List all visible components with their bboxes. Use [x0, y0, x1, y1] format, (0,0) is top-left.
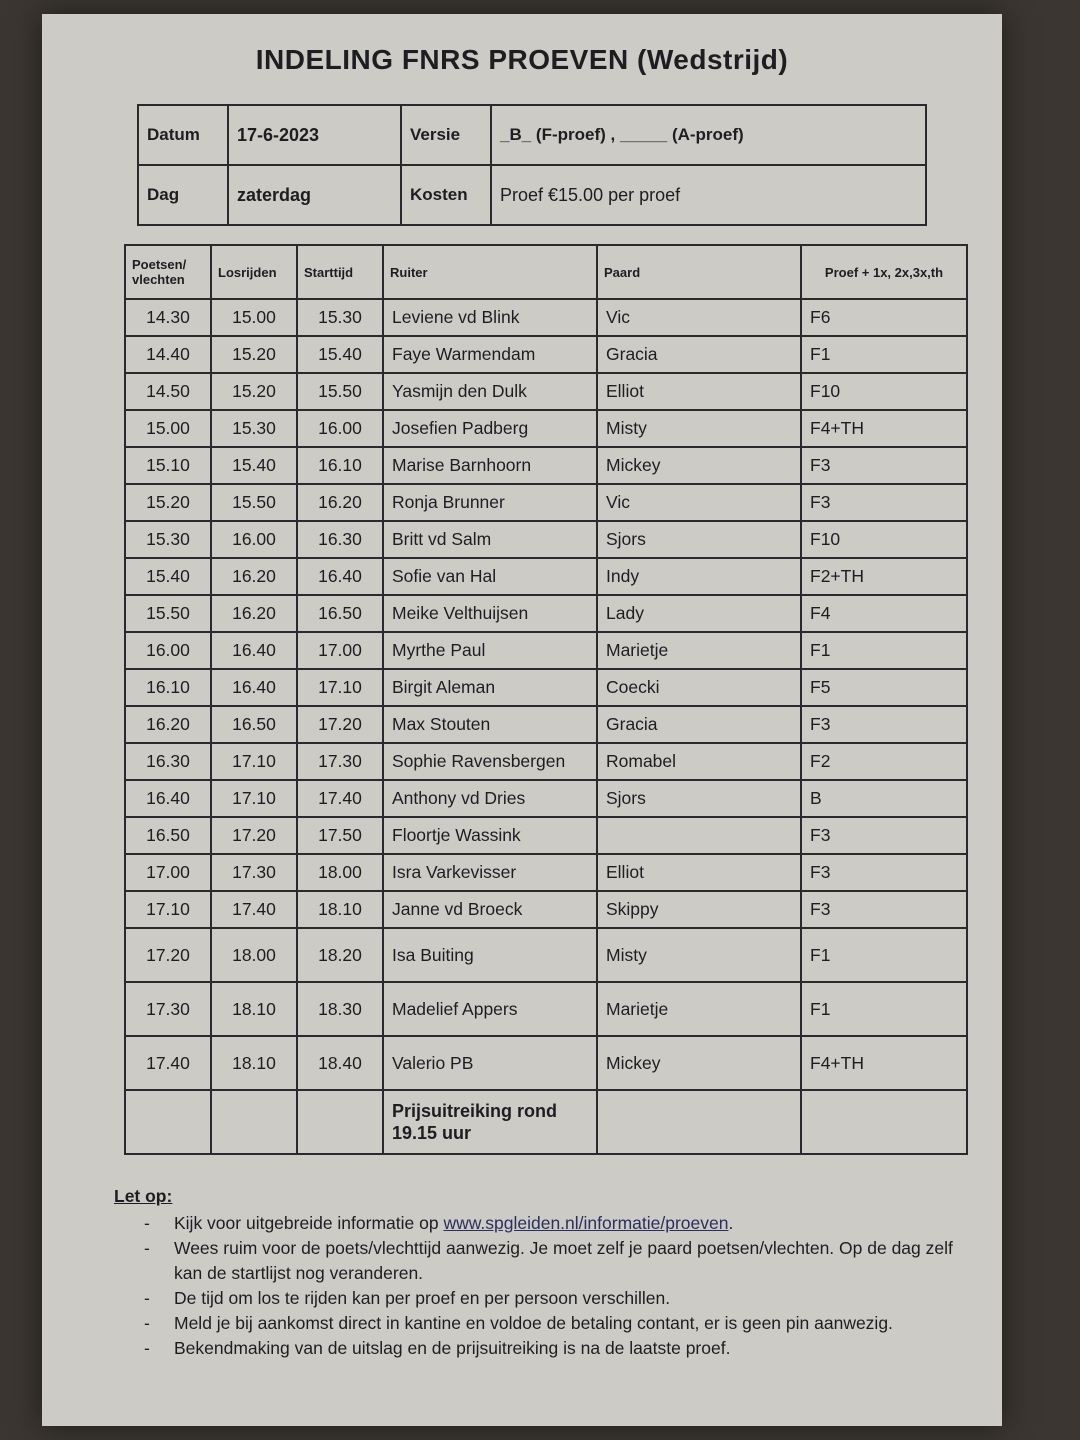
ruiter-cell: Isa Buiting: [383, 928, 597, 982]
poetsen-cell: 15.40: [125, 558, 211, 595]
col-header-starttijd: Starttijd: [297, 245, 383, 299]
losrijden-cell: 16.40: [211, 669, 297, 706]
table-row: [125, 336, 967, 373]
paard-cell: Marietje: [597, 982, 801, 1036]
starttijd-cell: 17.30: [297, 743, 383, 780]
losrijden-cell: 16.40: [211, 632, 297, 669]
versie-label: Versie: [401, 105, 491, 165]
losrijden-cell: 17.30: [211, 854, 297, 891]
starttijd-cell: 16.10: [297, 447, 383, 484]
losrijden-cell: 15.00: [211, 299, 297, 336]
poetsen-cell: 16.00: [125, 632, 211, 669]
poetsen-cell: 14.30: [125, 299, 211, 336]
ruiter-cell: Meike Velthuijsen: [383, 595, 597, 632]
proef-cell: F3: [801, 854, 967, 891]
losrijden-cell: 18.00: [211, 928, 297, 982]
paper-sheet: [42, 14, 1002, 1426]
table-row: [125, 558, 967, 595]
proef-cell: F4+TH: [801, 410, 967, 447]
losrijden-cell: 15.30: [211, 410, 297, 447]
starttijd-cell: 18.30: [297, 982, 383, 1036]
paard-cell: Marietje: [597, 632, 801, 669]
proef-cell: F3: [801, 817, 967, 854]
table-row: [125, 817, 967, 854]
empty-cell: [801, 1090, 967, 1154]
info-table: [137, 104, 927, 226]
ruiter-cell: Madelief Appers: [383, 982, 597, 1036]
starttijd-cell: 16.00: [297, 410, 383, 447]
starttijd-cell: 18.00: [297, 854, 383, 891]
proef-cell: F1: [801, 982, 967, 1036]
paard-cell: Mickey: [597, 447, 801, 484]
table-row: [125, 447, 967, 484]
paard-cell: Gracia: [597, 336, 801, 373]
ruiter-cell: Isra Varkevisser: [383, 854, 597, 891]
poetsen-cell: 17.00: [125, 854, 211, 891]
prize-line: Prijsuitreiking rond: [392, 1101, 558, 1121]
poetsen-cell: 16.40: [125, 780, 211, 817]
note-text: Kijk voor uitgebreide informatie op: [174, 1213, 444, 1233]
proef-cell: F3: [801, 484, 967, 521]
poetsen-cell: 16.20: [125, 706, 211, 743]
paard-cell: Sjors: [597, 780, 801, 817]
notes-section: [114, 1186, 984, 1361]
starttijd-cell: 18.40: [297, 1036, 383, 1090]
document-title: INDELING FNRS PROEVEN (Wedstrijd): [255, 44, 789, 75]
paard-cell: Indy: [597, 558, 801, 595]
table-row: [125, 780, 967, 817]
kosten-value: Proef €15.00 per proef: [491, 165, 926, 225]
paard-cell: [597, 817, 801, 854]
losrijden-cell: 15.50: [211, 484, 297, 521]
proef-cell: F3: [801, 706, 967, 743]
proef-cell: F1: [801, 928, 967, 982]
ruiter-cell: Sofie van Hal: [383, 558, 597, 595]
ruiter-cell: Leviene vd Blink: [383, 299, 597, 336]
proef-cell: F6: [801, 299, 967, 336]
poetsen-cell: 15.10: [125, 447, 211, 484]
losrijden-cell: 15.20: [211, 373, 297, 410]
starttijd-cell: 15.40: [297, 336, 383, 373]
losrijden-cell: 16.20: [211, 558, 297, 595]
empty-cell: [125, 1090, 211, 1154]
table-row: [125, 521, 967, 558]
paard-cell: Vic: [597, 484, 801, 521]
losrijden-cell: 16.50: [211, 706, 297, 743]
proef-cell: F4: [801, 595, 967, 632]
starttijd-cell: 17.00: [297, 632, 383, 669]
paard-cell: Gracia: [597, 706, 801, 743]
table-row: [125, 854, 967, 891]
starttijd-cell: 17.20: [297, 706, 383, 743]
starttijd-cell: 16.30: [297, 521, 383, 558]
losrijden-cell: 17.40: [211, 891, 297, 928]
datum-label: Datum: [138, 105, 228, 165]
prize-time: 19.15 uur: [392, 1123, 472, 1143]
proef-cell: B: [801, 780, 967, 817]
starttijd-cell: 15.50: [297, 373, 383, 410]
ruiter-cell: Max Stouten: [383, 706, 597, 743]
col-header-paard: Paard: [597, 245, 801, 299]
ruiter-cell: Faye Warmendam: [383, 336, 597, 373]
starttijd-cell: 16.40: [297, 558, 383, 595]
paard-cell: Elliot: [597, 854, 801, 891]
poetsen-cell: 17.40: [125, 1036, 211, 1090]
losrijden-cell: 18.10: [211, 1036, 297, 1090]
paard-cell: Vic: [597, 299, 801, 336]
poetsen-cell: 15.20: [125, 484, 211, 521]
proef-cell: F1: [801, 632, 967, 669]
proef-cell: F3: [801, 447, 967, 484]
col-header-proef: Proef + 1x, 2x,3x,th: [801, 245, 967, 299]
table-row: [125, 373, 967, 410]
starttijd-cell: 17.40: [297, 780, 383, 817]
losrijden-cell: 15.40: [211, 447, 297, 484]
proef-cell: F2: [801, 743, 967, 780]
poetsen-cell: 16.10: [125, 669, 211, 706]
dag-value: zaterdag: [228, 165, 401, 225]
poetsen-cell: 15.00: [125, 410, 211, 447]
ruiter-cell: Yasmijn den Dulk: [383, 373, 597, 410]
kosten-label: Kosten: [401, 165, 491, 225]
proef-cell: F5: [801, 669, 967, 706]
table-row: [125, 891, 967, 928]
starttijd-cell: 16.20: [297, 484, 383, 521]
poetsen-cell: 16.50: [125, 817, 211, 854]
proef-cell: F3: [801, 891, 967, 928]
table-row: [125, 484, 967, 521]
losrijden-cell: 17.10: [211, 743, 297, 780]
col-header-ruiter: Ruiter: [383, 245, 597, 299]
starttijd-cell: 15.30: [297, 299, 383, 336]
paard-cell: Misty: [597, 410, 801, 447]
versie-value: _B_ (F-proef) , _____ (A-proef): [491, 105, 926, 165]
note-item: - Meld je bij aankomst direct in kantine en voldoe de betaling contant, er is geen pin aanwezig.: [174, 1311, 984, 1336]
table-row: [125, 299, 967, 336]
proef-cell: F10: [801, 373, 967, 410]
empty-cell: [597, 1090, 801, 1154]
table-row: [125, 595, 967, 632]
poetsen-cell: 15.50: [125, 595, 211, 632]
losrijden-cell: 15.20: [211, 336, 297, 373]
starttijd-cell: 16.50: [297, 595, 383, 632]
prize-cell: [383, 1090, 597, 1154]
starttijd-cell: 17.50: [297, 817, 383, 854]
note-item: [174, 1211, 984, 1236]
poetsen-cell: 15.30: [125, 521, 211, 558]
table-row: [125, 410, 967, 447]
ruiter-cell: Ronja Brunner: [383, 484, 597, 521]
poetsen-cell: 17.20: [125, 928, 211, 982]
losrijden-cell: 18.10: [211, 982, 297, 1036]
paard-cell: Sjors: [597, 521, 801, 558]
proef-cell: F10: [801, 521, 967, 558]
ruiter-cell: Sophie Ravensbergen: [383, 743, 597, 780]
ruiter-cell: Myrthe Paul: [383, 632, 597, 669]
empty-cell: [211, 1090, 297, 1154]
losrijden-cell: 17.10: [211, 780, 297, 817]
table-row: [125, 669, 967, 706]
table-row: [125, 928, 967, 982]
losrijden-cell: 17.20: [211, 817, 297, 854]
note-item: - De tijd om los te rijden kan per proef en per persoon verschillen.: [174, 1286, 984, 1311]
ruiter-cell: Birgit Aleman: [383, 669, 597, 706]
table-row: [125, 706, 967, 743]
dag-label: Dag: [138, 165, 228, 225]
poetsen-cell: 16.30: [125, 743, 211, 780]
info-link[interactable]: www.spgleiden.nl/informatie/proeven: [443, 1213, 729, 1233]
proef-cell: F2+TH: [801, 558, 967, 595]
proef-cell: F4+TH: [801, 1036, 967, 1090]
datum-value: 17-6-2023: [228, 105, 401, 165]
col-header-poetsen: Poetsen/ vlechten: [125, 245, 211, 299]
note-text: .: [728, 1213, 734, 1233]
paard-cell: Skippy: [597, 891, 801, 928]
notes-title: Let op:: [114, 1186, 173, 1206]
paard-cell: Misty: [597, 928, 801, 982]
schedule-body: [125, 299, 967, 1154]
proef-cell: F1: [801, 336, 967, 373]
table-row: [125, 982, 967, 1036]
poetsen-cell: 17.10: [125, 891, 211, 928]
table-row: [125, 743, 967, 780]
losrijden-cell: 16.20: [211, 595, 297, 632]
table-row: [125, 632, 967, 669]
paard-cell: Coecki: [597, 669, 801, 706]
starttijd-cell: 18.20: [297, 928, 383, 982]
note-item: - Wees ruim voor de poets/vlechttijd aanwezig. Je moet zelf je paard poetsen/vlechten. Op de dag zelf kan de startlijst nog veranderen.: [174, 1236, 984, 1286]
col-header-losrijden: Losrijden: [211, 245, 297, 299]
poetsen-cell: 17.30: [125, 982, 211, 1036]
ruiter-cell: Britt vd Salm: [383, 521, 597, 558]
empty-cell: [297, 1090, 383, 1154]
paard-cell: Lady: [597, 595, 801, 632]
notes-list: [114, 1211, 984, 1361]
schedule-header-row: [125, 245, 967, 299]
ruiter-cell: Janne vd Broeck: [383, 891, 597, 928]
paard-cell: Elliot: [597, 373, 801, 410]
ruiter-cell: Floortje Wassink: [383, 817, 597, 854]
starttijd-cell: 18.10: [297, 891, 383, 928]
losrijden-cell: 16.00: [211, 521, 297, 558]
note-item: - Bekendmaking van de uitslag en de prijsuitreiking is na de laatste proef.: [174, 1336, 984, 1361]
ruiter-cell: Josefien Padberg: [383, 410, 597, 447]
paard-cell: Mickey: [597, 1036, 801, 1090]
ruiter-cell: Valerio PB: [383, 1036, 597, 1090]
ruiter-cell: Anthony vd Dries: [383, 780, 597, 817]
starttijd-cell: 17.10: [297, 669, 383, 706]
poetsen-cell: 14.40: [125, 336, 211, 373]
poetsen-cell: 14.50: [125, 373, 211, 410]
ruiter-cell: Marise Barnhoorn: [383, 447, 597, 484]
table-row: [125, 1036, 967, 1090]
schedule-table: [124, 244, 968, 1155]
prize-row: [125, 1090, 967, 1154]
paard-cell: Romabel: [597, 743, 801, 780]
